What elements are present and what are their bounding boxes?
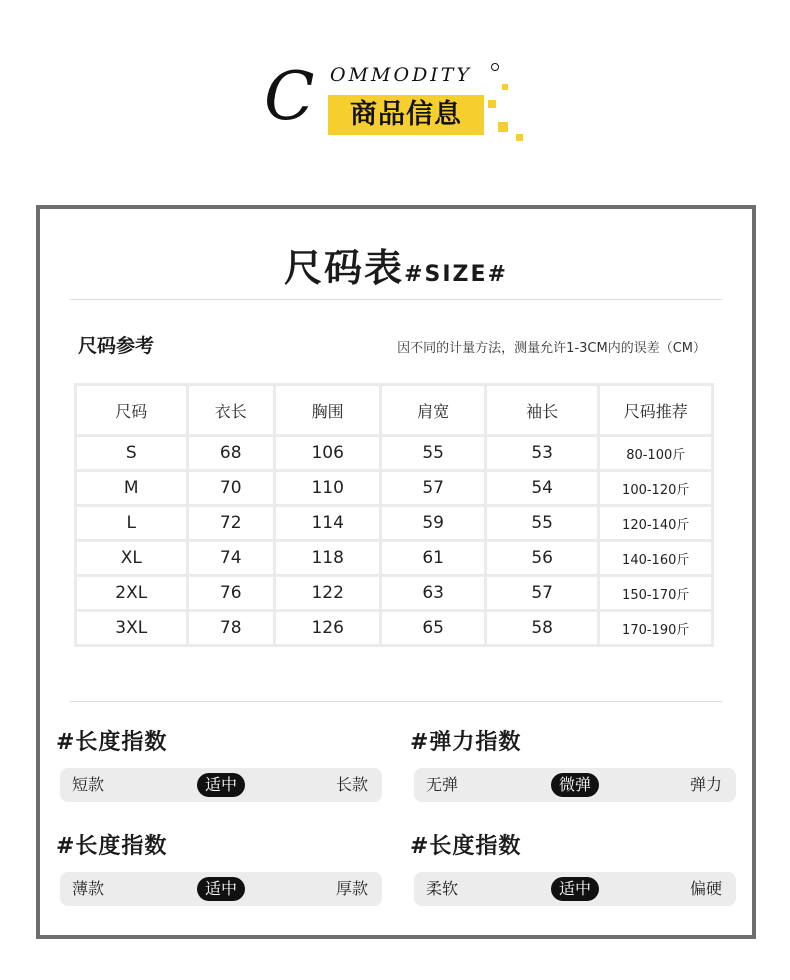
size-card [36,205,756,939]
measurement-note: 因不同的计量方法，测量允许1-3CM内的误差（CM） [397,341,706,356]
header-cell: 衣长 [189,386,273,434]
table-cell: 56 [487,542,598,574]
table-row [77,542,711,574]
table-cell: 55 [487,507,598,539]
scale-selected-pill: 微弹 [551,773,599,797]
divider [70,299,722,300]
table-cell: S [77,437,186,469]
header-cell: 尺码 [77,386,186,434]
size-table [74,383,714,647]
table-cell: 72 [189,507,273,539]
table-cell: 53 [487,437,598,469]
table-cell: 59 [382,507,483,539]
softness-index-title: #长度指数 [410,834,522,859]
scale-right-label: 厚款 [335,879,368,898]
length-index-title: #长度指数 [56,730,168,755]
table-cell: XL [77,542,186,574]
table-cell: 140-160斤 [600,542,711,574]
table-row [77,507,711,539]
divider [70,701,722,702]
logo-square-decoration [488,100,496,108]
table-cell: 74 [189,542,273,574]
scale-right-label: 偏硬 [689,879,722,898]
logo-letter: C [264,58,315,135]
logo-square-decoration [498,122,508,132]
scale-right-label: 长款 [335,775,368,794]
table-row [77,612,711,644]
table-cell: 70 [189,472,273,504]
scale-selected-pill: 适中 [197,773,245,797]
scale-selected-pill: 适中 [551,877,599,901]
table-cell: 122 [276,577,380,609]
card-title [40,237,752,292]
header-cell: 尺码推荐 [600,386,711,434]
scale-selected-pill: 适中 [197,877,245,901]
table-header-row [77,386,711,434]
table-cell: 120-140斤 [600,507,711,539]
table-cell: 78 [189,612,273,644]
table-cell: 118 [276,542,380,574]
scale-left-label: 柔软 [426,879,459,898]
table-cell: 114 [276,507,380,539]
length-index-scale [60,768,382,802]
table-cell: 80-100斤 [600,437,711,469]
title-en: #SIZE# [404,262,508,287]
header-cell: 肩宽 [382,386,483,434]
logo-square-decoration [502,84,508,90]
elasticity-index-title: #弹力指数 [410,730,522,755]
table-cell: 106 [276,437,380,469]
thickness-index-scale [60,872,382,906]
table-cell: 55 [382,437,483,469]
table-cell: 68 [189,437,273,469]
table-cell: 63 [382,577,483,609]
table-cell: 61 [382,542,483,574]
commodity-logo [262,60,532,150]
scale-left-label: 无弹 [426,775,459,794]
logo-square-decoration [516,134,523,141]
header-cell: 袖长 [487,386,598,434]
title-cn: 尺码表 [284,246,405,290]
table-cell: 57 [487,577,598,609]
table-cell: 2XL [77,577,186,609]
table-row [77,472,711,504]
thickness-index-title: #长度指数 [56,834,168,859]
table-cell: 58 [487,612,598,644]
softness-index-scale [414,872,736,906]
table-row [77,437,711,469]
table-cell: 110 [276,472,380,504]
table-cell: 170-190斤 [600,612,711,644]
size-reference-label: 尺码参考 [78,335,155,357]
logo-ring-decoration [491,63,499,71]
logo-banner: 商品信息 [328,95,484,135]
table-cell: 54 [487,472,598,504]
table-cell: 126 [276,612,380,644]
table-cell: 3XL [77,612,186,644]
table-cell: 65 [382,612,483,644]
elasticity-index-scale [414,768,736,802]
header-cell: 胸围 [276,386,380,434]
table-cell: L [77,507,186,539]
scale-right-label: 弹力 [689,775,722,794]
table-cell: 76 [189,577,273,609]
table-row [77,577,711,609]
scale-left-label: 薄款 [72,879,105,898]
logo-word: OMMODITY [330,64,473,86]
table-cell: 100-120斤 [600,472,711,504]
table-cell: M [77,472,186,504]
table-cell: 57 [382,472,483,504]
scale-left-label: 短款 [72,775,105,794]
table-cell: 150-170斤 [600,577,711,609]
